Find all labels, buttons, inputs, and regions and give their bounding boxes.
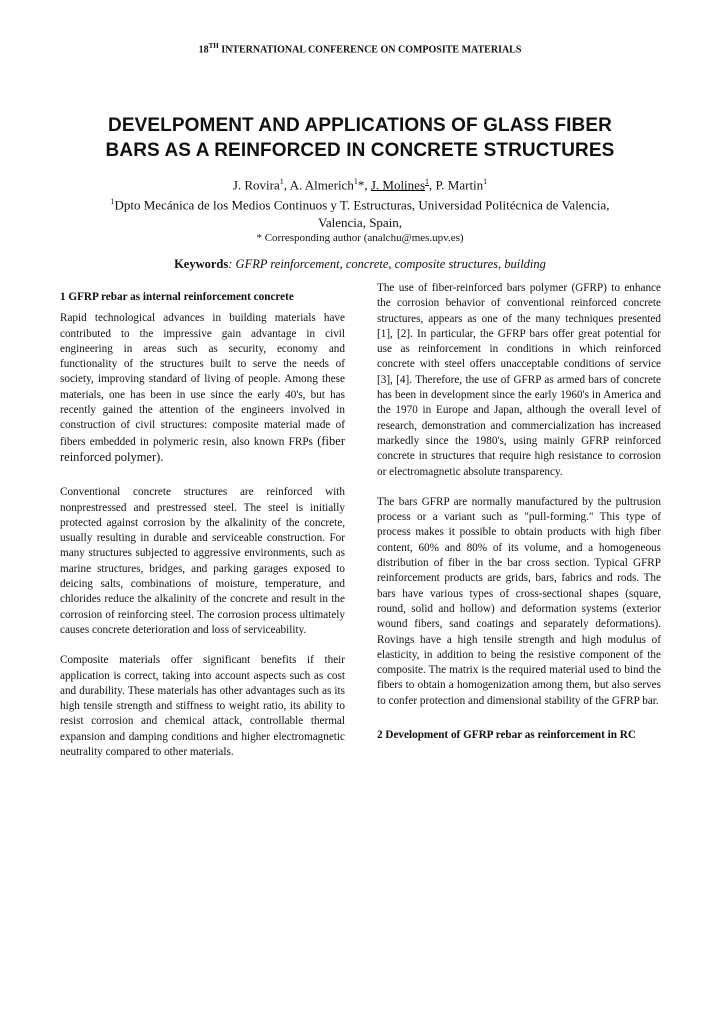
keywords-label: Keywords: [174, 257, 229, 271]
conference-name: INTERNATIONAL CONFERENCE ON COMPOSITE MATERIALS: [218, 44, 522, 56]
paragraph-text: Rapid technological advances in building materials have contributed to the impressive gain advantage in civil engineering in areas such as security, economy and functionality of the structures built to serve the needs of society, improving standard of living of people. Among these materials, one has been in use since the early 40's, but has recently gained the attention of the engineers involved in construction of civil structures: composite material made of fibers embedded in polymeric resin, also known FRPs: [60, 312, 345, 448]
corresponding-mark: *: [357, 177, 365, 193]
author-1-affil: 1: [279, 177, 284, 186]
section-1-heading: 1 GFRP rebar as internal reinforcement concrete: [60, 291, 294, 303]
title-line-2: BARS AS A REINFORCED IN CONCRETE STRUCTURES: [105, 140, 615, 161]
affiliation-text: Dpto Mecánica de los Medios Continuos y T. Estructuras, Universidad Politécnica de Valencia, Valencia, Spain,: [114, 197, 610, 231]
affiliation-number: 1: [110, 197, 115, 206]
running-header: [0, 42, 720, 55]
author-list: [60, 173, 660, 194]
author-3: J. Molines: [370, 177, 425, 193]
paragraph: [60, 311, 345, 466]
right-column: [377, 281, 661, 749]
paragraph: Composite materials offer significant benefits if their application is correct, taking into account aspects such as cost and durability. These materials has other advantages such as its high tensile strength and stiffness to weight ratio, its ability to resist corrosion and chemical attack, controllable thermal expansion and damping conditions and higher electromagnetic neutrality compared to other materials.: [60, 654, 345, 759]
corresponding-author: * Corresponding author (analchu@mes.upv.es): [256, 232, 464, 244]
author-1: J. Rovira: [232, 177, 280, 193]
paragraph: The use of fiber-reinforced bars polymer (GFRP) to enhance the corrosion behavior of conventional reinforced concrete structures, appears as one of the many techniques presented [1], [2]. In particular, the GFRP bars offer great potential for use as reinforcement in conditions in which reinforced concrete with steel offers unacceptable conditions of service [3], [4]. Therefore, the use of GFRP as armed bars of concrete has been in development since the early 1960's in America and the 1970 in Europe and Japan, although the overall level of research, demonstration and commercialization has increased markedly since the 1980's, using mainly GFRP reinforced concrete in structures that require high resistance to corrosion or electromagnetic absolute transparency.: [377, 282, 661, 478]
paragraph-text-end: (fiber reinforced polymer).: [60, 433, 345, 464]
keywords-colon: :: [228, 257, 236, 271]
conference-number: 18: [198, 44, 209, 56]
keywords-text: GFRP reinforcement, concrete, composite structures, building: [235, 257, 546, 271]
paragraph: Conventional concrete structures are reinforced with nonprestressed and prestressed steel. The steel is initially protected against corrosion by the alkalinity of the concrete, usually resulting in durable and serviceable construction. For many structures subjected to aggressive environments, such as marine structures, bridges, and parking garages exposed to deicing salts, combinations of moisture, temperature, and chlorides reduce the alkalinity of the concrete and result in the corrosion of reinforcing steel. The corrosion process ultimately causes concrete deterioration and loss of serviceability.: [60, 486, 345, 636]
author-4: P. Martin: [435, 177, 484, 193]
author-4-affil: 1: [483, 177, 488, 186]
section-2-heading: 2 Development of GFRP rebar as reinforcement in RC: [377, 729, 636, 742]
keywords-line: [60, 257, 660, 272]
paper-title: [60, 113, 660, 163]
author-separator: ,: [429, 177, 436, 193]
left-column: [60, 290, 345, 760]
author-2: A. Almerich: [289, 177, 354, 193]
title-line-1: DEVELPOMENT AND APPLICATIONS OF GLASS FIBER: [108, 115, 612, 136]
author-2-affil: 1: [353, 177, 358, 186]
author-separator: ,: [283, 177, 290, 193]
affiliation: [100, 193, 620, 232]
author-separator: ,: [364, 177, 371, 193]
paragraph: The bars GFRP are normally manufactured by the pultrusion process or a variant such as "pull-forming." This type of process makes it possible to obtain products with high fiber content, 60% and 80% of its volume, and a homogeneous distribution of fiber in the bar cross section. Typical GFRP reinforcement products are grids, bars, fabrics and rods. The bars have various types of cross-sectional shapes (square, round, solid and hollow) and deformation systems (exterior wound fibers, sand coatings and separately deformations). Rovings have a high tensile strength and high modulus of elasticity, in addition to being the resistive component of the composite. The matrix is the required material used to bind the fibers to obtain a homogenization among them, but also serves to confer protection and dimensional stability of the GFRP bar.: [377, 495, 661, 707]
conference-ordinal: TH: [208, 42, 219, 50]
author-3-affil: 1: [425, 177, 429, 186]
